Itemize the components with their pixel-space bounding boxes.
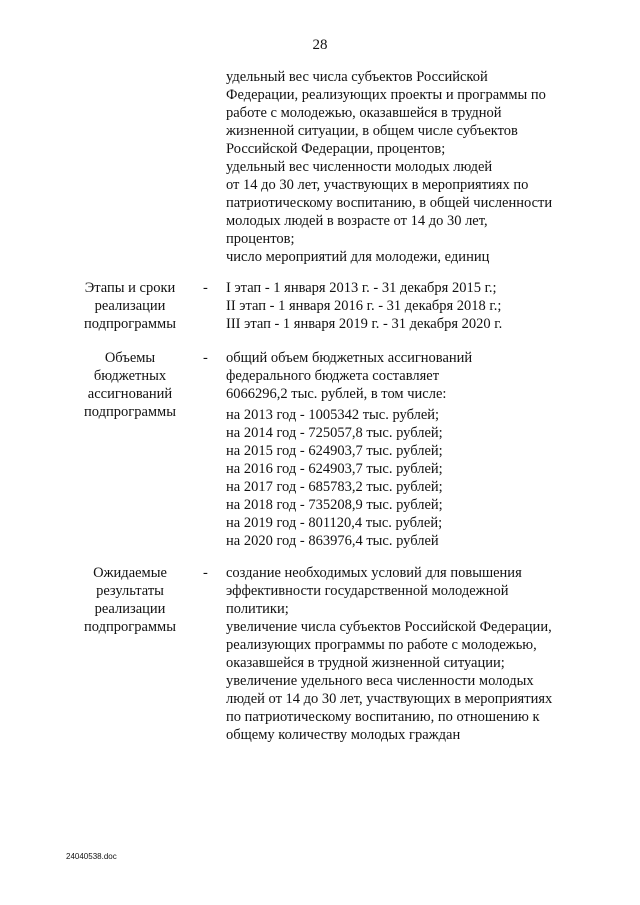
footer-filename: 24040538.doc	[66, 852, 117, 861]
budget-year-line: на 2014 год - 725057,8 тыс. рублей;	[226, 425, 443, 441]
label-line: результаты	[96, 583, 164, 599]
text-line: Российской Федерации, процентов;	[226, 141, 446, 157]
text-line: число мероприятий для молодежи, единиц	[226, 249, 490, 265]
text-line: увеличение удельного веса численности молодых	[226, 673, 534, 689]
text-line: увеличение числа субъектов Российской Федерации,	[226, 619, 552, 635]
label-line: подпрограммы	[84, 404, 176, 420]
label-line: Этапы и сроки	[84, 280, 176, 296]
text-line: I этап - 1 января 2013 г. - 31 декабря 2015 г.;	[226, 280, 497, 296]
dash-separator: -	[203, 280, 208, 296]
text-line: оказавшейся в трудной жизненной ситуации;	[226, 655, 505, 671]
text-line: патриотическому воспитанию, в общей численности	[226, 195, 553, 211]
stages-label	[66, 279, 194, 333]
label-line: реализации	[94, 601, 166, 617]
text-line: федерального бюджета составляет	[226, 368, 440, 384]
label-line: бюджетных	[93, 368, 167, 384]
text-line: по патриотическому воспитанию, по отношению к	[226, 709, 540, 725]
text-line: эффективности государственной молодежной	[226, 583, 509, 599]
text-line: 6066296,2 тыс. рублей, в том числе:	[226, 386, 447, 402]
text-line: реализующих программы по работе с молодежью,	[226, 637, 537, 653]
budget-year-line: на 2013 год - 1005342 тыс. рублей;	[226, 407, 440, 423]
results-text	[226, 564, 586, 744]
budget-year-line: на 2016 год - 624903,7 тыс. рублей;	[226, 461, 443, 477]
label-line: реализации	[94, 298, 166, 314]
indicators-text	[226, 68, 586, 266]
text-line: процентов;	[226, 231, 295, 247]
text-line: работе с молодежью, оказавшейся в трудной	[226, 105, 502, 121]
budget-year-line: на 2020 год - 863976,4 тыс. рублей	[226, 533, 439, 549]
text-line: удельный вес численности молодых людей	[226, 159, 493, 175]
budget-year-line: на 2018 год - 735208,9 тыс. рублей;	[226, 497, 443, 513]
text-line: Федерации, реализующих проекты и программы по	[226, 87, 546, 103]
text-line: людей от 14 до 30 лет, участвующих в мероприятиях	[226, 691, 553, 707]
label-line: ассигнований	[87, 386, 173, 402]
label-line: Ожидаемые	[93, 565, 167, 581]
text-line: II этап - 1 января 2016 г. - 31 декабря 2018 г.;	[226, 298, 502, 314]
budget-text	[226, 349, 586, 550]
text-line: создание необходимых условий для повышения	[226, 565, 522, 581]
text-line: удельный вес числа субъектов Российской	[226, 69, 488, 85]
page-number: 28	[312, 37, 328, 53]
text-line: политики;	[226, 601, 289, 617]
stages-text	[226, 279, 586, 333]
budget-year-line: на 2019 год - 801120,4 тыс. рублей;	[226, 515, 443, 531]
label-line: подпрограммы	[84, 316, 176, 332]
budget-year-line: на 2017 год - 685783,2 тыс. рублей;	[226, 479, 443, 495]
text-line: жизненной ситуации, в общем числе субъектов	[226, 123, 518, 139]
budget-label	[66, 349, 194, 421]
text-line: общему количеству молодых граждан	[226, 727, 461, 743]
text-line: III этап - 1 января 2019 г. - 31 декабря 2020 г.	[226, 316, 503, 332]
label-line: Объемы	[104, 350, 156, 366]
label-line: подпрограммы	[84, 619, 176, 635]
text-line: от 14 до 30 лет, участвующих в мероприятиях по	[226, 177, 529, 193]
budget-year-line: на 2015 год - 624903,7 тыс. рублей;	[226, 443, 443, 459]
text-line: молодых людей в возрасте от 14 до 30 лет,	[226, 213, 488, 229]
dash-separator: -	[203, 565, 208, 581]
dash-separator: -	[203, 350, 208, 366]
text-line: общий объем бюджетных ассигнований	[226, 350, 473, 366]
results-label	[66, 564, 194, 636]
